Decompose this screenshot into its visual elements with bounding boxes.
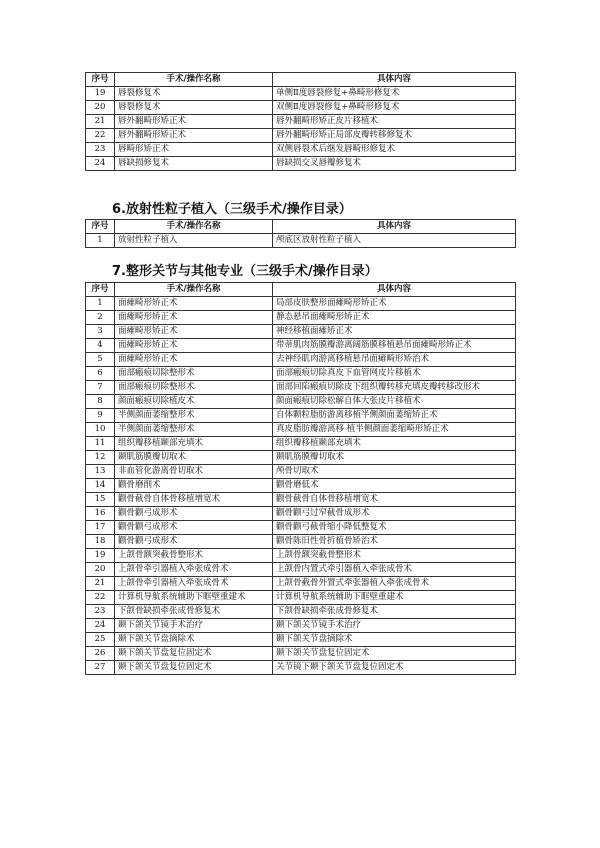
table-row [86,563,516,577]
procedure-detail: 带蒂肌肉筋膜瓣游离阔筋膜移植悬吊面瘫畸形矫正术 [273,339,516,353]
procedure-detail: 上颌骨截骨外置式牵张器植入牵张成骨术 [273,577,516,591]
table-row [86,381,516,395]
row-number: 1 [86,297,115,311]
procedure-name: 唇外翻畸形矫正术 [115,115,273,129]
procedure-name: 面瘫畸形矫正术 [115,353,273,367]
procedure-name: 唇缺损修复术 [115,157,273,171]
procedure-name: 面瘫畸形矫正术 [115,297,273,311]
procedure-name: 颧骨颧弓成形术 [115,535,273,549]
table-row [86,157,516,171]
procedure-name: 颞下颌关节盘复位固定术 [115,647,273,661]
procedure-name: 面部瘢痕切除整形术 [115,381,273,395]
procedure-name: 颜面瘢痕切除植皮术 [115,395,273,409]
table-row [86,339,516,353]
table-row [86,367,516,381]
procedure-name: 半侧颜面萎缩整形术 [115,423,273,437]
row-number: 19 [86,549,115,563]
header-name: 手术/操作名称 [115,73,273,87]
row-number: 21 [86,115,115,129]
table-header-row [86,73,516,87]
procedure-name: 颞下颌关节盘复位固定术 [115,661,273,675]
row-number: 20 [86,101,115,115]
row-number: 3 [86,325,115,339]
procedure-detail: 局部皮肤整形面瘫畸形矫正术 [273,297,516,311]
procedure-name: 上颌骨额突截骨整形术 [115,549,273,563]
procedure-name: 颧骨颧弓成形术 [115,521,273,535]
procedure-detail: 颞肌筋膜瓣切取术 [273,451,516,465]
header-name: 手术/操作名称 [115,283,273,297]
header-name: 手术/操作名称 [115,220,273,234]
table-row [86,409,516,423]
table-row [86,129,516,143]
table-row [86,535,516,549]
row-number: 26 [86,647,115,661]
procedure-detail: 颜面瘢痕切除松解自体大张皮片移植术 [273,395,516,409]
procedure-name: 面瘫畸形矫正术 [115,339,273,353]
procedure-detail: 双侧唇裂术后继发唇畸形修复术 [273,143,516,157]
row-number: 10 [86,423,115,437]
row-number: 8 [86,395,115,409]
procedure-detail: 单侧Ⅱ度唇裂修复+鼻畸形修复术 [273,87,516,101]
table-row [86,297,516,311]
table-row [86,101,516,115]
row-number: 23 [86,143,115,157]
procedure-name: 半侧颜面萎缩整形术 [115,409,273,423]
row-number: 2 [86,311,115,325]
row-number: 20 [86,563,115,577]
table-row [86,234,516,248]
table-row [86,465,516,479]
row-number: 23 [86,605,115,619]
procedure-name: 上颌骨牵引器植入牵张成骨术 [115,577,273,591]
procedure-detail: 去神经肌肉游离移植悬吊面瘫畸形矫治术 [273,353,516,367]
procedure-name: 上颌骨牵引器植入牵张成骨术 [115,563,273,577]
procedure-name: 颞肌筋膜瓣切取术 [115,451,273,465]
procedure-detail: 颧骨陈旧性骨折植骨矫治术 [273,535,516,549]
row-number: 24 [86,157,115,171]
procedure-name: 面瘫畸形矫正术 [115,311,273,325]
table-row [86,423,516,437]
table-row [86,521,516,535]
procedure-detail: 面部瘢痕切除真皮下血管网皮片移植术 [273,367,516,381]
row-number: 27 [86,661,115,675]
procedure-detail: 静态悬吊面瘫畸形矫正术 [273,311,516,325]
row-number: 7 [86,381,115,395]
row-number: 11 [86,437,115,451]
procedure-detail: 颧骨截骨自体骨移植增宽术 [273,493,516,507]
procedure-detail: 唇外翻畸形矫正局部皮瓣转移修复术 [273,129,516,143]
table-header-row [86,283,516,297]
procedure-name: 颞下颌关节盘摘除术 [115,633,273,647]
header-content: 具体内容 [273,73,516,87]
header-content: 具体内容 [273,283,516,297]
row-number: 24 [86,619,115,633]
procedure-detail: 计算机导航系统辅助下眶壁重建术 [273,591,516,605]
row-number: 1 [86,234,115,248]
table-row [86,353,516,367]
row-number: 5 [86,353,115,367]
table-row [86,647,516,661]
procedure-table-3 [85,282,516,675]
section-6-title: 6.放射性粒子植入（三级手术/操作目录） [112,202,352,217]
header-no: 序号 [86,220,115,234]
procedure-detail: 唇外翻畸形矫正皮片移植术 [273,115,516,129]
procedure-name: 计算机导航系统辅助下眶壁重建术 [115,591,273,605]
row-number: 6 [86,367,115,381]
procedure-detail: 颞下颌关节盘摘除术 [273,633,516,647]
table-row [86,479,516,493]
procedure-detail: 组织瓣移植颞部充填术 [273,437,516,451]
table-row [86,577,516,591]
procedure-detail: 双侧Ⅱ度唇裂修复+鼻畸形修复术 [273,101,516,115]
table-row [86,507,516,521]
procedure-detail: 颧骨磨低术 [273,479,516,493]
table-row [86,591,516,605]
procedure-name: 唇外翻畸形矫正术 [115,129,273,143]
procedure-name: 放射性粒子植入 [115,234,273,248]
row-number: 22 [86,129,115,143]
row-number: 14 [86,479,115,493]
header-no: 序号 [86,73,115,87]
procedure-detail: 上颌骨内置式牵引器植入牵张成骨术 [273,563,516,577]
procedure-name: 颧骨截骨自体骨移植增宽术 [115,493,273,507]
row-number: 21 [86,577,115,591]
header-content: 具体内容 [273,220,516,234]
procedure-detail: 下颌骨缺损牵张成骨修复术 [273,605,516,619]
table-header-row [86,220,516,234]
table-row [86,493,516,507]
row-number: 25 [86,633,115,647]
procedure-name: 颞下颌关节镜手术治疗 [115,619,273,633]
procedure-name: 面部瘢痕切除整形术 [115,367,273,381]
row-number: 9 [86,409,115,423]
procedure-detail: 颧骨颧弓截骨缩小降低整复术 [273,521,516,535]
table-row [86,87,516,101]
procedure-name: 下颌骨缺损牵张成骨修复术 [115,605,273,619]
procedure-detail: 面部回陷瘢痕切除皮下组织瓣转移充填皮瓣转移改形术 [273,381,516,395]
procedure-detail: 唇缺损交叉唇瓣修复术 [273,157,516,171]
procedure-detail: 自体颗粒脂肪游离移植半侧颜面萎缩矫正术 [273,409,516,423]
procedure-table-1 [85,72,516,171]
procedure-name: 面瘫畸形矫正术 [115,325,273,339]
procedure-detail: 颞下颌关节镜手术治疗 [273,619,516,633]
table-row [86,549,516,563]
section-7-title: 7.整形关节与其他专业（三级手术/操作目录） [112,264,378,279]
procedure-name: 颧骨颧弓成形术 [115,507,273,521]
procedure-name: 唇裂修复术 [115,87,273,101]
row-number: 4 [86,339,115,353]
row-number: 22 [86,591,115,605]
procedure-detail: 神经移植面瘫矫正术 [273,325,516,339]
row-number: 19 [86,87,115,101]
table-row [86,633,516,647]
procedure-name: 非血管化游离骨切取术 [115,465,273,479]
procedure-name: 唇畸形矫正术 [115,143,273,157]
procedure-detail: 颅底区放射性粒子植入 [273,234,516,248]
table-row [86,115,516,129]
row-number: 15 [86,493,115,507]
row-number: 13 [86,465,115,479]
procedure-name: 唇裂修复术 [115,101,273,115]
table-row [86,451,516,465]
procedure-name: 颧骨磨削术 [115,479,273,493]
procedure-detail: 真皮脂肪瓣游离移 植半侧颜面萎缩畸形矫正术 [273,423,516,437]
table-row [86,325,516,339]
procedure-name: 组织瓣移植颞部充填术 [115,437,273,451]
procedure-detail: 关节镜下颞下颌关节盘复位固定术 [273,661,516,675]
table-row [86,605,516,619]
procedure-detail: 颧骨颧弓过窄截骨成形术 [273,507,516,521]
header-no: 序号 [86,283,115,297]
row-number: 18 [86,535,115,549]
row-number: 16 [86,507,115,521]
procedure-table-2 [85,219,516,248]
table-row [86,311,516,325]
table-row [86,395,516,409]
procedure-detail: 上颌骨额突截骨整形术 [273,549,516,563]
row-number: 17 [86,521,115,535]
table-row [86,143,516,157]
table-row [86,437,516,451]
procedure-detail: 颞下颌关节盘复位固定术 [273,647,516,661]
procedure-detail: 颅骨切取术 [273,465,516,479]
table-row [86,661,516,675]
table-row [86,619,516,633]
row-number: 12 [86,451,115,465]
